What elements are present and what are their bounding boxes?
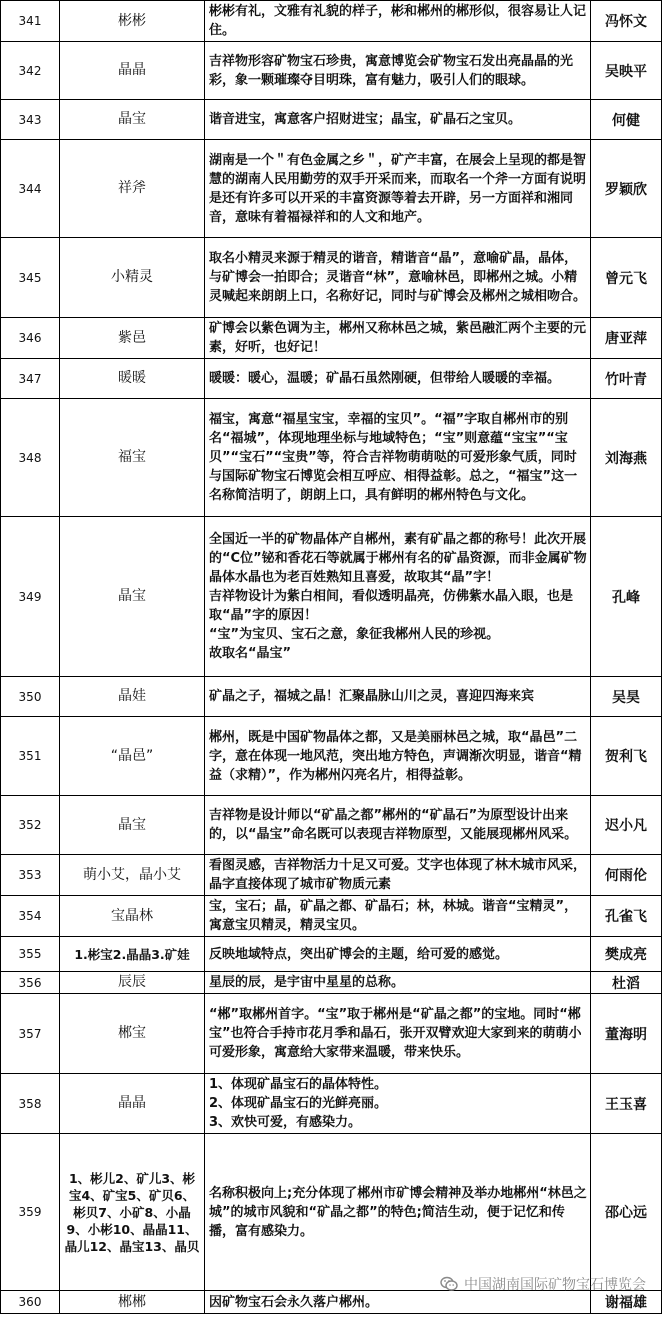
mascot-name: 晶晶 — [60, 42, 205, 100]
mascot-name: 晶宝 — [60, 100, 205, 140]
name-explanation — [205, 42, 591, 100]
name-explanation — [205, 796, 591, 855]
row-number: 355 — [1, 937, 60, 972]
submitter-name: 竹叶青 — [591, 359, 662, 399]
submitter-name: 孔雀飞 — [591, 896, 662, 937]
table-row — [1, 717, 662, 796]
mascot-name: 宝晶林 — [60, 896, 205, 937]
mascot-name: 紫邑 — [60, 318, 205, 359]
mascot-name: 晶宝 — [60, 796, 205, 855]
mascot-name: “晶邑” — [60, 717, 205, 796]
explanation-paragraph: 1、体现矿晶宝石的晶体特性。 — [209, 1077, 388, 1092]
submitter-name: 樊成亮 — [591, 937, 662, 972]
submitter-name: 何雨伦 — [591, 855, 662, 896]
explanation-paragraph: 故取名“晶宝” — [209, 646, 292, 661]
row-number: 347 — [1, 359, 60, 399]
table-row — [1, 1074, 662, 1134]
submitter-name: 罗颖欣 — [591, 140, 662, 238]
mascot-name: 福宝 — [60, 399, 205, 517]
row-number: 346 — [1, 318, 60, 359]
mascot-name: 萌小艾，晶小艾 — [60, 855, 205, 896]
mascot-name: 祥斧 — [60, 140, 205, 238]
explanation-paragraph: “郴”取郴州首字。“宝”取于郴州是“矿晶之都”的宝地。同时“郴宝”也符合手持市花月季和晶石，张开双臂欢迎大家到来的萌萌小可爱形象，寓意给大家带来温暖，带来快乐。 — [209, 1007, 582, 1060]
submitter-name: 贺利飞 — [591, 717, 662, 796]
table-row — [1, 896, 662, 937]
submitter-name: 冯怀文 — [591, 1, 662, 42]
row-number: 353 — [1, 855, 60, 896]
mascot-name: 晶娃 — [60, 677, 205, 717]
row-number: 343 — [1, 100, 60, 140]
explanation-paragraph: 吉祥物设计为紫白相间，看似透明晶亮，仿佛紫水晶入眼，也是取“晶”字的原因！ — [209, 589, 574, 623]
row-number: 351 — [1, 717, 60, 796]
row-number: 357 — [1, 994, 60, 1074]
mascot-name — [60, 1134, 205, 1291]
row-number: 356 — [1, 972, 60, 994]
explanation-paragraph: 暖暖：暖心，温暖；矿晶石虽然刚硬，但带给人暖暖的幸福。 — [209, 371, 561, 386]
submitter-name: 杜滔 — [591, 972, 662, 994]
explanation-paragraph: 3、欢快可爱，有感染力。 — [209, 1115, 362, 1130]
submitter-name: 吴映平 — [591, 42, 662, 100]
watermark-text: 中国湖南国际矿物宝石博览会 — [464, 1277, 646, 1293]
mascot-name: 彬彬 — [60, 1, 205, 42]
submitter-name: 曾元飞 — [591, 238, 662, 318]
name-explanation — [205, 359, 591, 399]
table-row — [1, 855, 662, 896]
explanation-paragraph: “宝”为宝贝、宝石之意，象征我郴州人民的珍视。 — [209, 627, 500, 642]
mascot-name: 辰辰 — [60, 972, 205, 994]
name-explanation — [205, 1134, 591, 1291]
name-explanation — [205, 1074, 591, 1134]
submitter-name: 孔峰 — [591, 517, 662, 677]
explanation-paragraph: 矿博会以紫色调为主，郴州又称林邑之城，紫邑融汇两个主要的元素，好听，也好记！ — [209, 321, 587, 355]
table-row — [1, 994, 662, 1074]
name-explanation — [205, 318, 591, 359]
explanation-paragraph: 福宝，寓意“福星宝宝，幸福的宝贝”。“福”字取自郴州市的别名“福城”，体现地理坐标与地域特色；“宝”则意蕴“宝宝”“宝贝”“宝石”“宝贵”等，符合吉祥物萌萌哒的可爱形象气质，同时与国际矿物宝石博览会相互呼应、相得益彰。总之，“福宝”这一名称简洁明了，朗朗上口，具有鲜明的郴州特色与文化。 — [209, 412, 578, 503]
submitter-name: 王玉喜 — [591, 1074, 662, 1134]
submitter-name: 邵心远 — [591, 1134, 662, 1291]
explanation-paragraph: 反映地域特点，突出矿博会的主题，给可爱的感觉。 — [209, 946, 509, 962]
name-explanation — [205, 896, 591, 937]
explanation-paragraph: 郴州，既是中国矿物晶体之都，又是美丽林邑之城，取“晶邑”二字，意在体现一地风范，突出地方特色，声调渐次明显，谐音“精益（求精）”，作为郴州闪亮名片，相得益彰。 — [209, 729, 582, 783]
explanation-paragraph: 湖南是一个＂有色金属之乡＂，矿产丰富，在展会上呈现的都是智慧的湖南人民用勤劳的双手开采而来，而取名一个斧一方面有说明是还有许多可以开采的丰富资源等着去开辟，另一方面祥和湘同音，意味有着福禄祥和的人文和地产。 — [209, 152, 587, 225]
mascot-name: 郴郴 — [60, 1291, 205, 1314]
row-number: 354 — [1, 896, 60, 937]
table-row — [1, 937, 662, 972]
explanation-paragraph: 矿晶之子，福城之晶！汇聚晶脉山川之灵，喜迎四海来宾 — [209, 689, 535, 704]
submitter-name: 何健 — [591, 100, 662, 140]
table-row — [1, 399, 662, 517]
mascot-name — [60, 937, 205, 972]
table-row — [1, 677, 662, 717]
row-number: 345 — [1, 238, 60, 318]
table-row — [1, 1134, 662, 1291]
name-explanation — [205, 855, 591, 896]
watermark — [440, 1274, 646, 1294]
explanation-paragraph: 吉祥物形容矿物宝石珍贵，寓意博览会矿物宝石发出亮晶晶的光彩，象一颗璀璨夺目明珠，富有魅力，吸引人们的眼球。 — [209, 53, 574, 88]
name-explanation — [205, 140, 591, 238]
wechat-icon — [440, 1276, 458, 1292]
mascot-name-list: 1.彬宝2.晶晶3.矿娃 — [74, 946, 190, 962]
mascot-name-list: 1、彬儿2、矿儿3、彬宝4、矿宝5、矿贝6、彬贝7、小矿8、小晶9、小彬10、晶晶11、晶儿12、晶宝13、晶贝 — [64, 1170, 200, 1254]
explanation-paragraph: 星辰的辰，是宇宙中星星的总称。 — [209, 975, 405, 990]
explanation-paragraph: 因矿物宝石会永久落户郴州。 — [209, 1294, 379, 1310]
mascot-name: 小精灵 — [60, 238, 205, 318]
submitter-name: 刘海燕 — [591, 399, 662, 517]
row-number: 359 — [1, 1134, 60, 1291]
explanation-paragraph: 全国近一半的矿物晶体产自郴州，素有矿晶之都的称号！此次开展的“C位”铋和香花石等就属于郴州有名的矿晶资源，而非金属矿物晶体水晶也为老百姓熟知且喜爱，故取其“晶”字！ — [209, 532, 587, 585]
table-row — [1, 359, 662, 399]
explanation-paragraph: 取名小精灵来源于精灵的谐音，精谐音“晶”，意喻矿晶，晶体，与矿博会一拍即合；灵谐音“林”，意喻林邑，即郴州之城。小精灵喊起来朗朗上口，名称好记，同时与矿博会及郴州之城相吻合。 — [209, 251, 587, 304]
row-number: 358 — [1, 1074, 60, 1134]
row-number: 352 — [1, 796, 60, 855]
submitter-name: 迟小凡 — [591, 796, 662, 855]
row-number: 342 — [1, 42, 60, 100]
mascot-name: 晶宝 — [60, 517, 205, 677]
explanation-paragraph: 2、体现矿晶宝石的光鲜亮丽。 — [209, 1096, 388, 1111]
row-number: 344 — [1, 140, 60, 238]
submitter-name: 吴昊 — [591, 677, 662, 717]
name-explanation — [205, 399, 591, 517]
row-number: 350 — [1, 677, 60, 717]
name-explanation — [205, 972, 591, 994]
row-number: 360 — [1, 1291, 60, 1314]
submitter-name: 董海明 — [591, 994, 662, 1074]
table-row — [1, 100, 662, 140]
table-row — [1, 318, 662, 359]
name-explanation — [205, 717, 591, 796]
explanation-paragraph: 名称积极向上;充分体现了郴州市矿博会精神及举办地郴州“林邑之城”的城市风貌和“矿晶之都”的特色;简洁生动，便于记忆和传播，富有感染力。 — [209, 1185, 587, 1239]
table-row — [1, 238, 662, 318]
submitter-name: 唐亚萍 — [591, 318, 662, 359]
name-explanation — [205, 238, 591, 318]
table-row — [1, 140, 662, 238]
row-number: 341 — [1, 1, 60, 42]
explanation-paragraph: 谐音进宝，寓意客户招财进宝；晶宝，矿晶石之宝贝。 — [209, 112, 522, 127]
explanation-paragraph: 看图灵感，吉祥物活力十足又可爱。艾字也体现了林木城市风采，晶字直接体现了城市矿物质元素 — [209, 858, 587, 892]
explanation-paragraph: 宝，宝石；晶，矿晶之都、矿晶石；林，林城。谐音“宝精灵”，寓意宝贝精灵，精灵宝贝。 — [209, 899, 578, 933]
name-explanation — [205, 100, 591, 140]
name-explanation — [205, 994, 591, 1074]
explanation-paragraph: 吉祥物是设计师以“矿晶之都”郴州的“矿晶石”为原型设计出来的，以“晶宝”命名既可以表现吉祥物原型，又能展现郴州风采。 — [209, 808, 578, 842]
name-explanation — [205, 677, 591, 717]
submitter-name: 谢福雄 — [591, 1291, 662, 1314]
table-row — [1, 972, 662, 994]
table-row — [1, 517, 662, 677]
mascot-name: 郴宝 — [60, 994, 205, 1074]
name-explanation — [205, 937, 591, 972]
explanation-paragraph: 彬彬有礼，文雅有礼貌的样子，彬和郴州的郴形似，很容易让人记住。 — [209, 4, 587, 38]
table-row — [1, 796, 662, 855]
row-number: 349 — [1, 517, 60, 677]
table-row — [1, 1, 662, 42]
name-explanation — [205, 1, 591, 42]
row-number: 348 — [1, 399, 60, 517]
name-explanation — [205, 517, 591, 677]
mascot-name: 晶晶 — [60, 1074, 205, 1134]
table-row — [1, 42, 662, 100]
mascot-name: 暖暖 — [60, 359, 205, 399]
